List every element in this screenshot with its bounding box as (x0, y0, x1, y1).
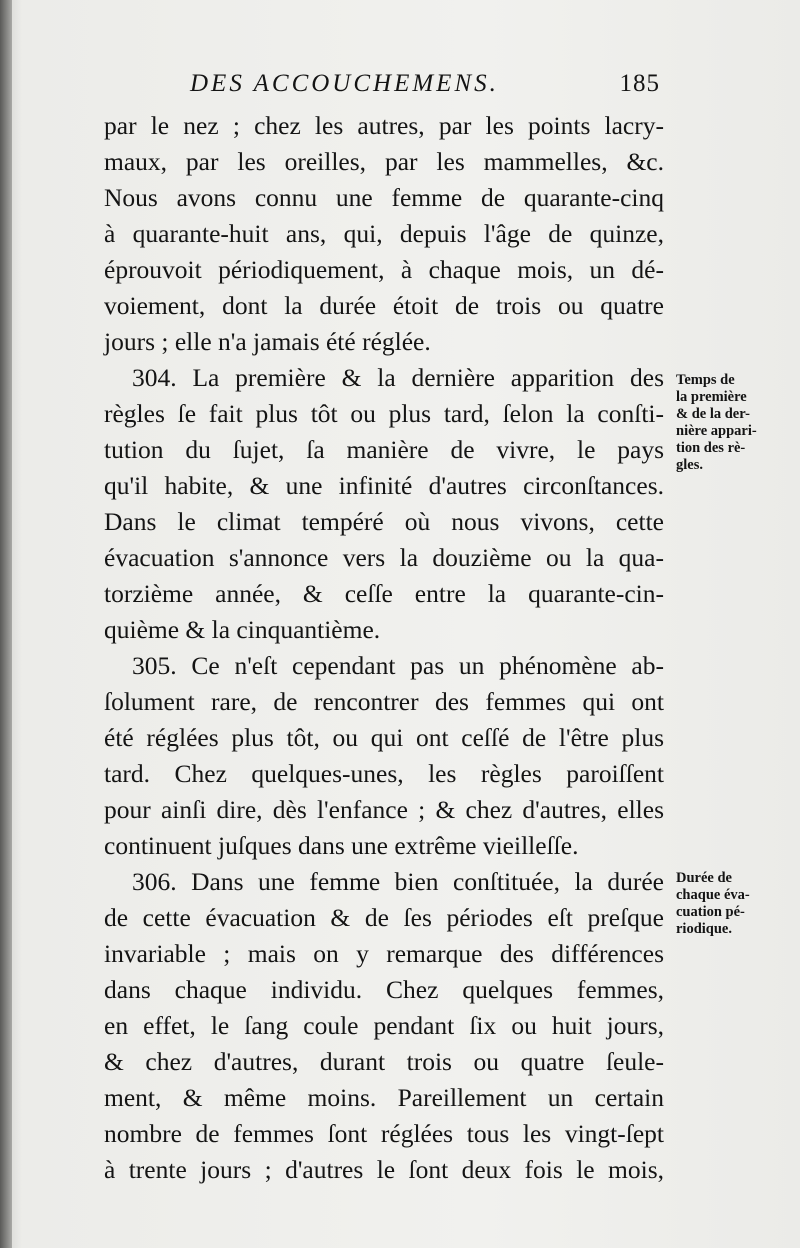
text-line: de cette évacuation & de ſes périodes eſt preſque (104, 903, 664, 932)
margin-note-line: cuation pé- (676, 904, 745, 920)
text-line: à trente jours ; d'autres le ſont deux fois le mois, (104, 1155, 664, 1184)
text-line: à quarante-huit ans, qui, depuis l'âge de quinze, (104, 219, 664, 248)
text-line: dans chaque individu. Chez quelques femmes, (104, 975, 664, 1004)
text-line: tution du ſujet, ſa manière de vivre, le pays (104, 435, 664, 464)
paragraph-304-start: 304. La première & la dernière apparition des (132, 363, 664, 392)
text-line: règles ſe fait plus tôt ou plus tard, ſelon la conſti- (104, 399, 664, 428)
text-line: par le nez ; chez les autres, par les points lacry- (104, 111, 664, 140)
text-line: Dans le climat tempéré où nous vivons, cette (104, 507, 664, 536)
running-header (190, 70, 660, 104)
text-line: & chez d'autres, durant trois ou quatre ſeule- (104, 1047, 664, 1076)
margin-note-temps (676, 372, 794, 474)
margin-note-line: Durée de (676, 870, 732, 886)
text-line: pour ainſi dire, dès l'enfance ; & chez d'autres, elles (104, 795, 664, 824)
margin-note-line: chaque éva- (676, 887, 750, 903)
text-line: torzième année, & ceſſe entre la quarante-cin- (104, 579, 664, 608)
text-line: invariable ; mais on y remarque des différences (104, 939, 664, 968)
text-line: qu'il habite, & une infinité d'autres circonſtances. (104, 471, 664, 500)
text-line: été réglées plus tôt, ou qui ont ceſſé de l'être plus (104, 723, 664, 752)
paragraph-305-start: 305. Ce n'eſt cependant pas un phénomène ab- (132, 651, 664, 680)
text-line: ſolument rare, de rencontrer des femmes qui ont (104, 687, 664, 716)
running-title: DES ACCOUCHEMENS. (190, 70, 499, 97)
margin-note-line: Temps de (676, 372, 735, 388)
text-line: en effet, le ſang coule pendant ſix ou huit jours, (104, 1011, 664, 1040)
margin-note-duree (676, 870, 794, 938)
paragraph-306-start: 306. Dans une femme bien conſtituée, la durée (132, 867, 664, 896)
text-line: évacuation s'annonce vers la douzième ou la qua- (104, 543, 664, 572)
margin-note-line: la première (676, 389, 747, 405)
text-line: nombre de femmes ſont réglées tous les vingt-ſept (104, 1119, 664, 1148)
text-line: jours ; elle n'a jamais été réglée. (104, 327, 431, 356)
text-line: Nous avons connu une femme de quarante-cinq (104, 183, 664, 212)
page-number: 185 (619, 70, 660, 97)
page-gutter-shadow (0, 0, 12, 1248)
text-line: éprouvoit périodiquement, à chaque mois, un dé- (104, 255, 664, 284)
text-line: maux, par les oreilles, par les mammelles, &c. (104, 147, 664, 176)
margin-note-line: & de la der- (676, 406, 750, 422)
margin-note-line: riodique. (676, 921, 732, 937)
text-line: voiement, dont la durée étoit de trois ou quatre (104, 291, 664, 320)
body-text (104, 108, 664, 1188)
text-line: continuent juſques dans une extrême vieilleſſe. (104, 831, 579, 860)
text-line: tard. Chez quelques-unes, les règles paroiſſent (104, 759, 664, 788)
text-line: quième & la cinquantième. (104, 615, 381, 644)
margin-note-line: tion des rè- (676, 440, 746, 456)
margin-note-line: nière appari- (676, 423, 757, 439)
margin-note-line: gles. (676, 457, 703, 473)
text-line: ment, & même moins. Pareillement un certain (104, 1083, 664, 1112)
